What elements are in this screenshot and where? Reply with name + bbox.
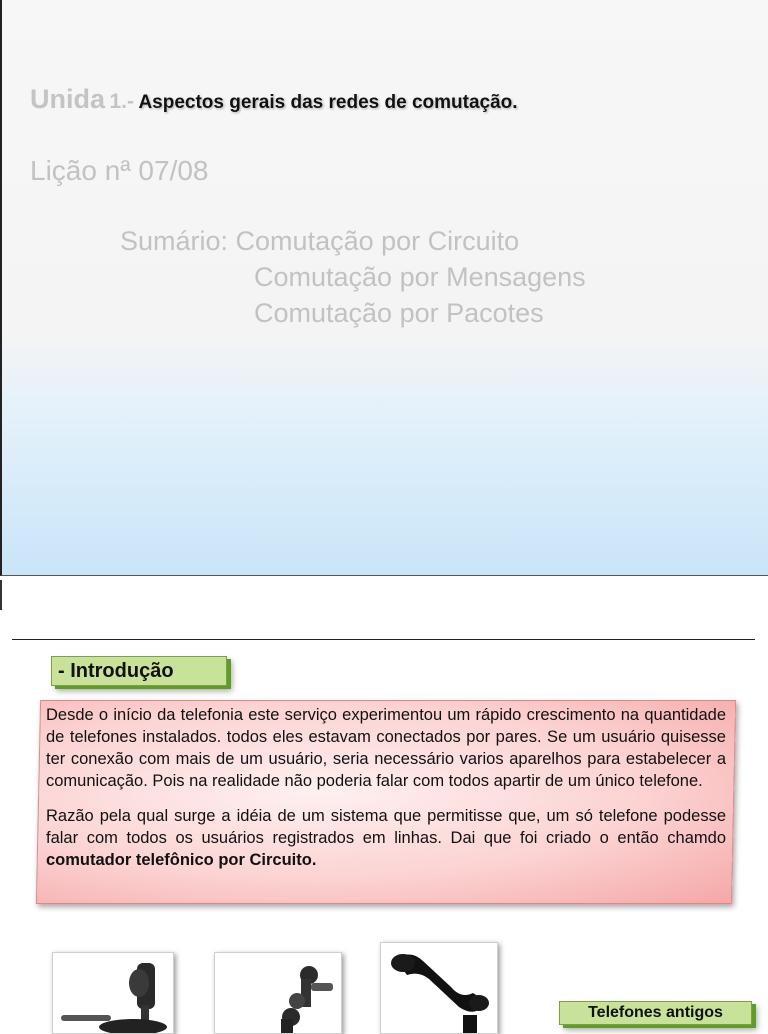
section-label: - Introdução <box>51 656 227 686</box>
intro-paragraph-1: Desde o início da telefonia este serviço experimentou um rápido crescimento na quantidade de telefones instalados. todos eles estavam conectados por pares. Se um usuário quisesse ter conexão com mais de um usuário, seria necessário varios aparelhos para estabelecer a comunicação. Pois na realidade não poderia falar com todos apartir de um único telefone. <box>46 706 726 790</box>
slide-edge-mark <box>0 580 2 610</box>
intro-paragraph-2-bold: comutador telefônico por Circuito. <box>46 851 317 869</box>
summary-item-messages: Comutação por Mensagens <box>254 262 586 292</box>
intro-paragraph-2-text: Razão pela qual surge a idéia de um sistema que permitisse que, um só telefone podesse falar com todos os usuários registrados em linhas. Dai que foi criado o então chamdo <box>46 807 726 847</box>
antique-telephone-icon <box>53 953 173 1033</box>
summary-item-packets: Comutação por Pacotes <box>254 298 544 328</box>
unit-title: Aspectos gerais das redes de comutação. <box>138 92 518 113</box>
black-rotary-telephone-icon <box>381 943 497 1033</box>
title-divider <box>12 639 755 640</box>
telephone-photo-2 <box>214 952 342 1034</box>
telephone-photo-3 <box>380 942 498 1034</box>
lesson-number: Lição nª 07/08 <box>30 155 209 186</box>
telephone-photo-1 <box>52 952 174 1034</box>
unit-prefix: Unida <box>30 84 106 114</box>
photos-caption: Telefones antigos <box>559 1001 752 1025</box>
summary-item-circuit: Sumário: Comutação por Circuito <box>120 226 520 256</box>
intro-paragraph-2 <box>46 805 726 871</box>
antique-telephone-icon <box>215 953 341 1033</box>
intro-text <box>46 704 726 871</box>
unit-heading <box>30 84 518 115</box>
unit-number: 1.- <box>109 90 134 113</box>
